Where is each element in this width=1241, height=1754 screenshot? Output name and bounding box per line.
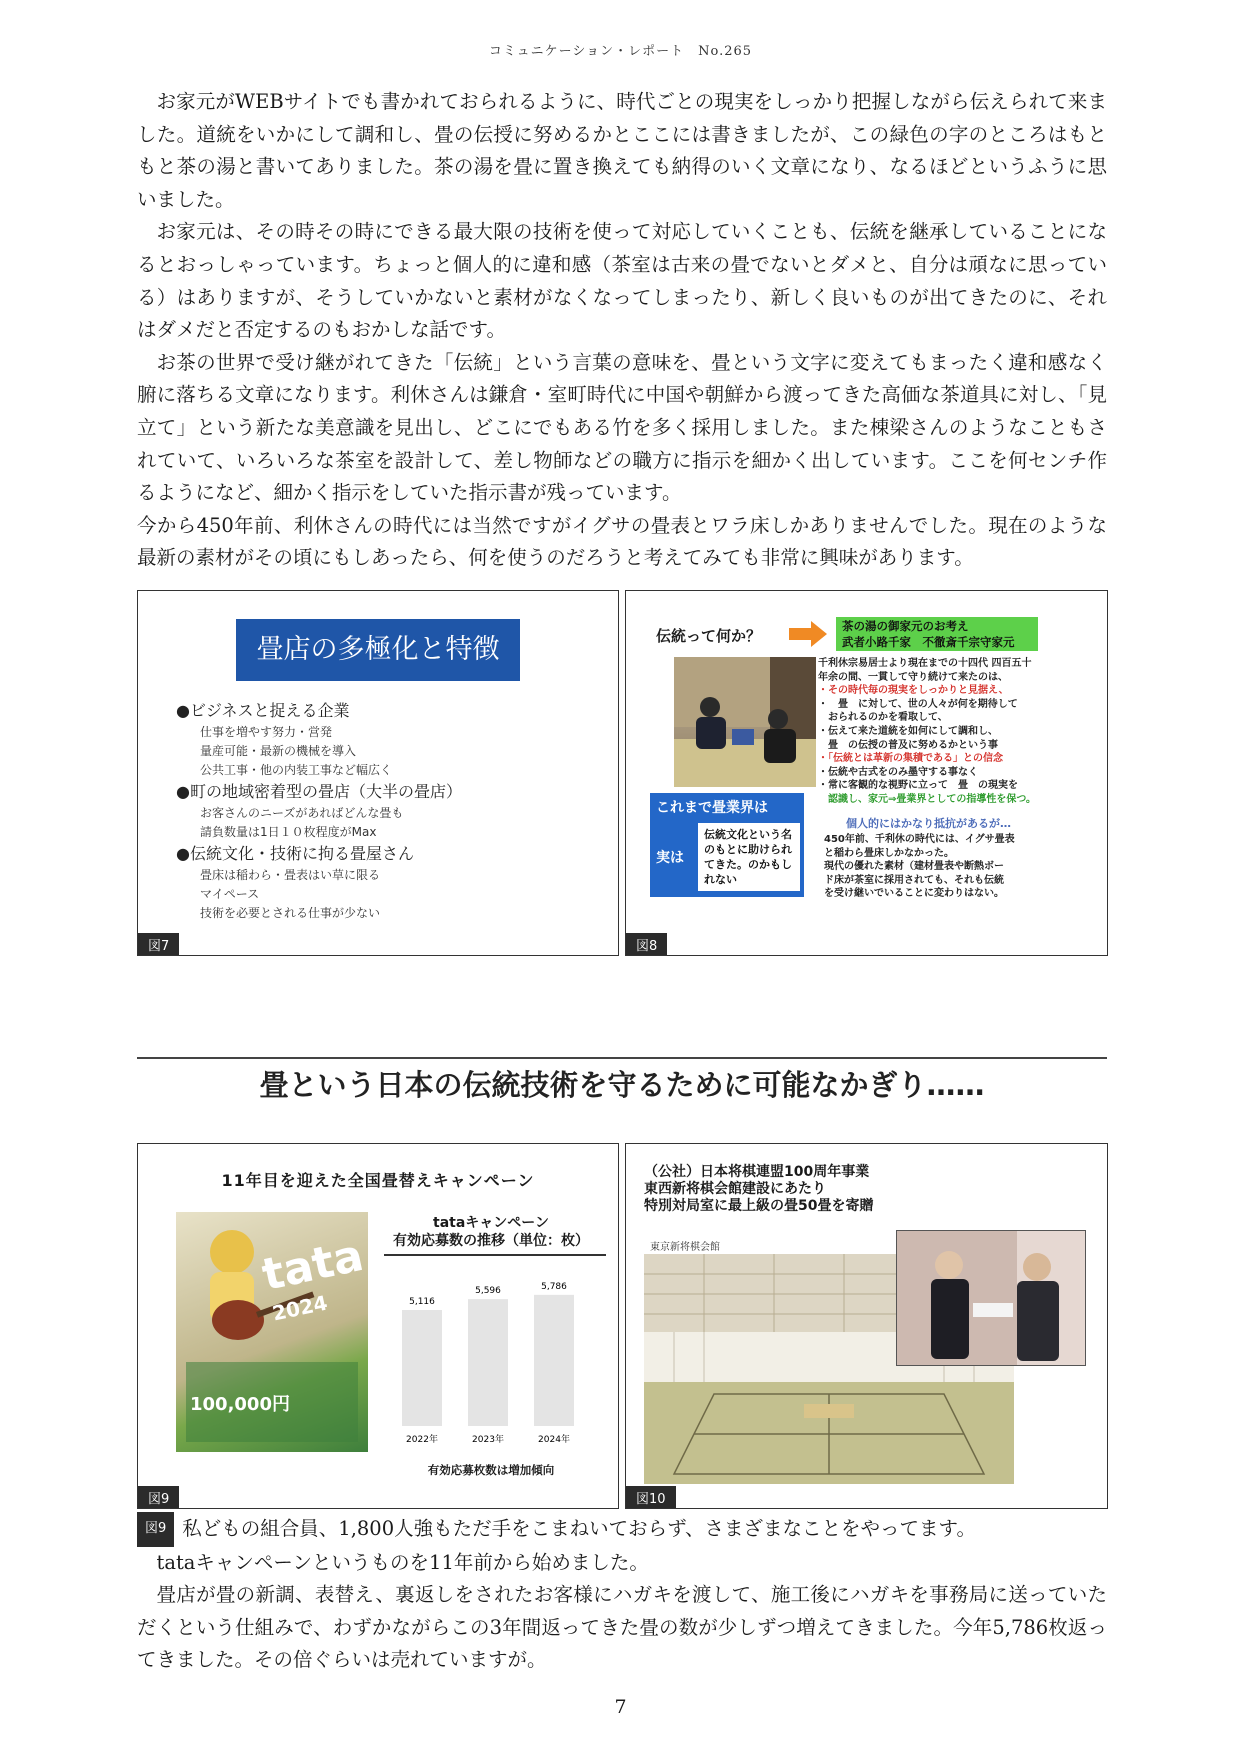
fig10-label: 図10: [626, 1486, 676, 1508]
data-label: 5,786: [541, 1281, 567, 1292]
fig8-blue-top: これまで畳業界は: [656, 800, 768, 816]
fig8-question: 伝統って何か？: [656, 627, 762, 645]
x-tick-label: 2023年: [472, 1435, 504, 1445]
paragraph: 畳店が畳の新調、表替え、裏返しをされたお客様にハガキを渡して、施工後にハガキを事務局に送っていただくという仕組みで、わずかながらこの3年間返ってきた畳の数が少しずつ増えてきました。今年5,786枚返ってきました。その倍ぐらいは売れていますが。: [137, 1583, 1107, 1672]
figure-8: [625, 590, 1108, 956]
fig9-label: 図9: [138, 1486, 179, 1508]
fig8-text: [818, 657, 1054, 807]
campaign-poster: [176, 1212, 368, 1452]
figure-7: [137, 590, 619, 956]
fig7-item-sub: お客さんのニーズがあればどんな畳も: [200, 806, 404, 820]
bar-chart: [378, 1254, 604, 1454]
fig7-list: [176, 699, 462, 923]
fig8-blue-box: [650, 793, 804, 897]
fig8-blue-left: 実は: [656, 850, 684, 866]
section-title: 畳という日本の伝統技術を守るために可能なかぎり……: [259, 1068, 985, 1102]
figure-ref-badge: 図9: [137, 1512, 174, 1547]
fig10-heading-line: （公社）日本将棋連盟100周年事業: [644, 1164, 870, 1180]
paragraph: 今から450年前、利休さんの時代には当然ですがイグサの畳表とワラ床しかありませんでした。現在のような最新の素材がその頃にもしあったら、何を使うのだろうと考えてみても非常に興味があります。: [137, 513, 1107, 570]
page-number: 7: [614, 1696, 627, 1718]
fig8-text-line: 認識し、家元⇒畳業界としての指導性を保つ。: [818, 793, 1036, 805]
fig8-note-line: ド床が茶室に採用されても、それも伝統: [824, 874, 1004, 886]
fig8-green-box: [836, 617, 1038, 651]
fig8-note-head: 個人的にはかなり抵抗があるが…: [846, 817, 1011, 830]
fig7-item-sub: 請負数量は1日１０枚程度がMax: [200, 825, 377, 839]
fig8-text-line: 千利休宗易居士より現在までの十四代 四百五十: [818, 658, 1032, 669]
poster-prize: 100,000円: [190, 1394, 290, 1415]
section-divider: [137, 1057, 1107, 1059]
fig8-text-line: ・「伝統とは革新の集積である」との信念: [818, 753, 1003, 765]
paragraph: お家元は、その時その時にできる最大限の技術を使って対応していくことも、伝統を継承していることになるとおっしゃっています。ちょっと個人的に違和感（茶室は古来の畳でないとダメと、自分は頑なに思っている）はありますが、そうしていかないと素材がなくなってしまったり、新しく良いものが出てきたのに、それはダメだと否定するのもおかしな話です。: [137, 220, 1107, 342]
chart-footnote: 有効応募枚数は増加傾向: [427, 1463, 555, 1477]
fig7-item-head: ●ビジネスと捉える企業: [176, 701, 350, 720]
fig8-text-line: ・その時代毎の現実をしっかりと見据え、: [818, 685, 1009, 697]
fig10-heading-line: 特別対局室に最上級の畳50畳を寄贈: [644, 1198, 874, 1214]
fig8-text-line: ・ 畳 に対して、世の人々が何を期待して: [818, 698, 1018, 710]
fig8-blue-inner: 伝統文化という名のもとに助けられてきた。のかもしれない: [698, 823, 800, 891]
paragraph-text: 私どもの組合員、1,800人強もただ手をこまねいておらず、さまざまなことをやってます。: [182, 1517, 976, 1540]
fig7-item-head: ●伝統文化・技術に拘る畳屋さん: [176, 844, 414, 863]
fig8-note-line: を受け継いでいることに変わりはない。: [824, 888, 1004, 900]
fig8-text-line: ・常に客観的な視野に立って 畳 の現実を: [818, 780, 1018, 792]
figure-10: [625, 1143, 1108, 1509]
chart-title-line: tataキャンペーン: [433, 1215, 549, 1231]
fig8-green-line: 武者小路千家 不徹斎千宗守家元: [842, 635, 1015, 649]
fig8-note-line: 現代の優れた素材（建材畳表や断熱ボー: [824, 861, 1004, 873]
fig10-heading: [644, 1164, 873, 1215]
fig7-label: 図7: [138, 933, 179, 955]
paragraph: お茶の世界で受け継がれてきた「伝統」という言葉の意味を、畳という文字に変えてもまったく違和感なく腑に落ちる文章になります。利休さんは鎌倉・室町時代に中国や朝鮮から渡ってきた高価な茶道具に対し、「見立て」という新たな美意識を見出し、どこにでもある竹を多く採用しました。また棟梁さんのようなこともされていて、いろいろな茶室を設計して、差し物師などの職方に指示を細かく出しています。ここを何センチ作るようになど、細かく指示をしていた指示書が残っています。: [137, 350, 1107, 505]
fig8-text-line: ・伝統や古式をのみ墨守する事なく: [818, 766, 978, 778]
fig7-item-sub: マイペース: [200, 887, 260, 901]
poster-year: 2024: [270, 1290, 330, 1326]
paragraph: tataキャンペーンというものを11年前から始めました。: [156, 1550, 649, 1574]
data-label: 5,596: [475, 1286, 501, 1297]
fig8-text-line: おられるのかを看取して、: [818, 712, 948, 724]
bar-2024年: [534, 1295, 574, 1426]
body-text-bottom: [137, 1512, 1107, 1677]
fig7-item-sub: 量産可能・最新の機械を導入: [200, 744, 357, 758]
arrow-right-icon: [789, 621, 827, 647]
handshake-illustration: [897, 1231, 1085, 1365]
fig8-text-line: ・伝えて来た道統を如何にして調和し、: [818, 725, 998, 737]
fig9-title: 11年目を迎えた全国畳替えキャンペーン: [221, 1171, 535, 1190]
figure-9: [137, 1143, 619, 1509]
fig8-note: [824, 833, 1054, 901]
fig8-note-line: と稲わら畳床しかなかった。: [824, 847, 954, 859]
fig8-text-line: 畳 の伝授の普及に努めるかという事: [818, 739, 998, 751]
presentation-photo: [896, 1230, 1086, 1366]
paragraph: お家元がWEBサイトでも書かれておられるように、時代ごとの現実をしっかり把握しながら伝えられて来ました。道統をいかにして調和し、畳の伝授に努めるかとここには書きましたが、この緑色の字のところはもともと茶の湯と書いてありました。茶の湯を畳に置き換えても納得のいく文章になり、なるほどというふうに思いました。: [137, 90, 1107, 211]
fig8-text-line: 年余の間、一貫して守り続けて来たのは、: [818, 671, 1008, 683]
paragraph: [137, 1512, 1107, 1547]
body-text-top: [137, 86, 1107, 575]
fig7-item-sub: 畳床は稲わら・畳表はい草に限る: [200, 868, 381, 882]
tea-ceremony-illustration: [674, 657, 816, 787]
x-tick-label: 2022年: [406, 1435, 438, 1445]
fig7-title: 畳店の多極化と特徴: [236, 619, 520, 681]
poster-brand: tata: [257, 1230, 368, 1301]
fig7-item-sub: 公共工事・他の内装工事など幅広く: [200, 763, 393, 777]
fig8-note-line: 450年前、千利休の時代には、イグサ畳表: [824, 834, 1015, 845]
fig7-item-sub: 仕事を増やす努力・営発: [200, 725, 333, 739]
fig8-label: 図8: [626, 933, 667, 955]
data-label: 5,116: [409, 1297, 435, 1308]
x-tick-label: 2024年: [538, 1435, 570, 1445]
running-header: コミュニケーション・レポート No.265: [488, 44, 753, 59]
fig10-heading-line: 東西新将棋会館建設にあたり: [644, 1181, 826, 1197]
fig8-green-line: 茶の湯の御家元のお考え: [842, 619, 969, 633]
bar-2022年: [402, 1310, 442, 1426]
tea-ceremony-photo: [674, 657, 816, 787]
fig7-item-head: ●町の地域密着型の畳店（大半の畳店）: [176, 782, 462, 801]
fig7-item-sub: 技術を必要とされる仕事が少ない: [200, 906, 381, 920]
chart-title: [378, 1214, 604, 1250]
fig10-photo-caption: 東京新将棋会館: [650, 1242, 720, 1253]
chart-title-line: 有効応募数の推移（単位：枚）: [393, 1233, 589, 1249]
bar-2023年: [468, 1299, 508, 1426]
